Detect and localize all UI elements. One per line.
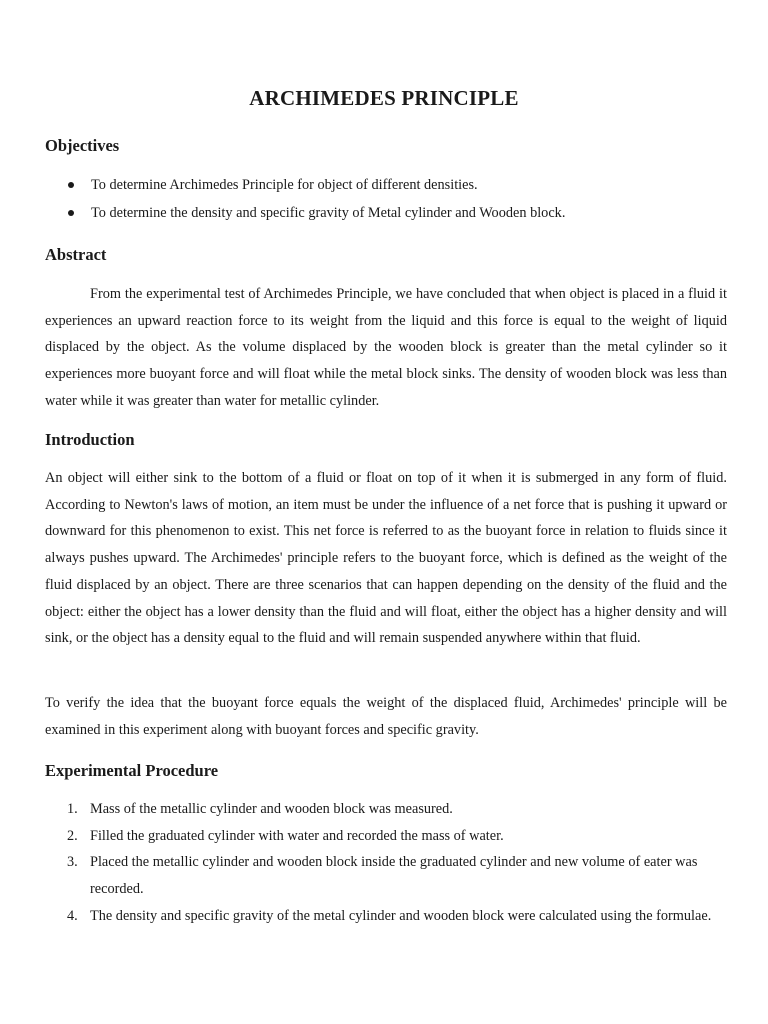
bullet-icon	[68, 182, 74, 188]
procedure-step	[45, 823, 727, 850]
abstract-heading: Abstract	[45, 245, 107, 264]
step-number: 4.	[67, 907, 78, 924]
introduction-paragraph: To verify the idea that the buoyant force equals the weight of the displaced fluid, Archimedes' principle will be examined in this experiment along with buoyant forces and specific gravity.	[45, 695, 727, 738]
procedure-step	[45, 903, 727, 930]
step-text: Mass of the metallic cylinder and wooden block was measured.	[90, 801, 453, 817]
procedure-step	[45, 796, 727, 823]
bullet-icon	[68, 210, 74, 216]
objective-item	[45, 200, 735, 228]
step-text: The density and specific gravity of the metal cylinder and wooden block were calculated using the formulae.	[90, 907, 712, 924]
objectives-list	[45, 172, 735, 228]
step-text: Filled the graduated cylinder with water and recorded the mass of water.	[90, 827, 504, 844]
document-title: ARCHIMEDES PRINCIPLE	[249, 86, 519, 110]
objective-text: To determine Archimedes Principle for object of different densities.	[91, 177, 478, 193]
step-text: Placed the metallic cylinder and wooden block inside the graduated cylinder and new volume of eater was recorded.	[90, 854, 698, 898]
abstract-paragraph: From the experimental test of Archimedes Principle, we have concluded that when object is placed in a fluid it experiences an upward reaction force to its weight from the liquid and this force is equal to the weight of liquid displaced by the object. As the volume displaced by the wooden block is greater than the metal cylinder so it experiences more buoyant force and will float while the metal block sinks. The density of wooden block was less than water while it was greater than water for metallic cylinder.	[45, 286, 727, 409]
procedure-step	[45, 849, 727, 902]
introduction-heading: Introduction	[45, 430, 135, 449]
procedure-heading: Experimental Procedure	[45, 761, 219, 780]
step-number: 1.	[67, 801, 78, 817]
objective-text: To determine the density and specific gravity of Metal cylinder and Wooden block.	[91, 205, 566, 221]
step-number: 3.	[67, 854, 78, 871]
step-number: 2.	[67, 827, 78, 844]
objectives-heading: Objectives	[45, 136, 120, 155]
objective-item	[45, 172, 735, 200]
introduction-paragraph: An object will either sink to the bottom of a fluid or float on top of it when it is submerged in any form of fluid. According to Newton's laws of motion, an item must be under the influence of a net force that is pushing it upward or downward for this phenomenon to exist. This net force is referred to as the buoyant force in relation to fluids since it always pushes upward. The Archimedes' principle refers to the buoyant force, which is defined as the weight of the fluid displaced by an object. There are three scenarios that can happen depending on the density of the fluid and the object: either the object has a lower density than the fluid and will float, either the object has a higher density and will sink, or the object has a density equal to the fluid and will remain suspended anywhere within that fluid.	[45, 470, 727, 647]
procedure-list	[45, 796, 727, 930]
